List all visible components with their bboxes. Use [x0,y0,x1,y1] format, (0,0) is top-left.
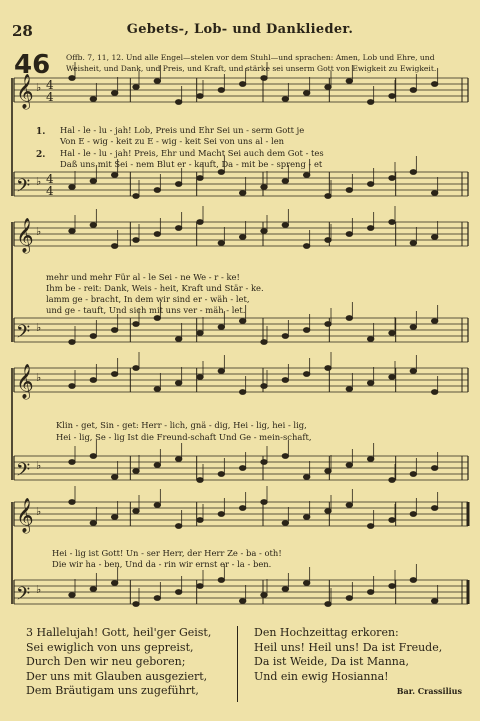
stanza-line: Den Hochzeittag erkoren: [254,626,399,639]
section-title: Gebets-, Lob- und Danklieder. [126,22,354,37]
note-head [197,518,203,523]
note-head [410,512,416,517]
flat-icon: ♭ [36,175,42,188]
note-head [431,82,437,87]
lyric-line: Von E - wig - keit zu E - wig - keit Sei von uns al - len [60,136,285,146]
note-head [431,191,437,196]
note-head [90,454,96,459]
note-head [90,223,96,228]
stanza-divider [237,626,238,702]
note-head [410,578,416,583]
note-head [325,509,331,514]
flat-icon: ♭ [36,371,42,384]
note-head [325,194,331,199]
note-head [90,587,96,592]
note-head [431,235,437,240]
stanza-3-right [254,626,442,684]
note-head [410,325,416,330]
stanza-line: Dem Bräutigam uns zugeführt, [26,684,199,698]
note-head [133,469,139,474]
stanza-line: Und ein ewig Hosianna! [254,669,389,683]
note-head [154,188,160,193]
note-head [90,97,96,102]
note-head [175,100,181,105]
note-head [133,85,139,90]
note-head [133,194,139,199]
bass-clef-icon: 𝄢 [16,584,31,609]
note-head [303,475,309,480]
note-head [111,328,117,333]
note-head [154,387,160,392]
time-signature: 4 [46,78,54,92]
treble-clef-icon: 𝄞 [16,218,34,253]
note-head [282,454,288,459]
note-head [303,91,309,96]
note-head [261,76,267,81]
flat-icon: ♭ [36,225,42,238]
note-head [111,91,117,96]
time-signature: 4 [46,184,54,198]
note-head [346,596,352,601]
scripture-line: Offb. 7, 11, 12. Und alle Engel—stelen vor dem Stuhl—und sprachen: Amen, Lob und Ehre, und [66,53,435,62]
note-head [111,173,117,178]
lyric-line: lamm ge - bracht, In dem wir sind er - wäh - let, [46,294,250,304]
note-head [325,469,331,474]
note-head [175,524,181,529]
note-head [367,457,373,462]
note-head [197,478,203,483]
note-head [410,241,416,246]
stanza-line: 3 Hallelujah! Gott, heil'ger Geist, [26,626,212,639]
lyric-line: Hei - lig ist Gott! Un - ser Herr, der Herr Ze - ba - oth! [52,548,282,558]
note-head [239,319,245,324]
time-signature: 4 [46,172,54,186]
note-head [69,593,75,598]
note-head [389,518,395,523]
note-head [133,509,139,514]
stanza-line: Der uns mit Glauben ausgeziert, [26,669,208,683]
note-head [154,316,160,321]
note-head [239,390,245,395]
page-number: 28 [12,22,33,40]
note-head [282,378,288,383]
note-head [367,337,373,342]
stanza-line: Da ist Weide, Da ist Manna, [254,655,409,669]
note-head [303,581,309,586]
note-head [69,340,75,345]
note-head [175,337,181,342]
note-head [197,331,203,336]
note-head [346,232,352,237]
lyric-line: Ihm be - reit: Dank, Weis - heit, Kraft und Stär - ke. [46,283,264,293]
note-head [261,229,267,234]
note-head [389,375,395,380]
note-head [197,176,203,181]
lyric-line: Klin - get, Sin - get: Herr - lich, gnä - dig, Hei - lig, hei - lig, [56,420,307,430]
note-head [154,232,160,237]
note-head [239,235,245,240]
time-signature: 4 [46,90,54,104]
note-head [175,182,181,187]
treble-clef-icon: 𝄞 [16,498,34,533]
note-head [431,506,437,511]
note-head [218,88,224,93]
note-head [282,587,288,592]
note-head [346,79,352,84]
note-head [175,381,181,386]
stanza-3-left [26,626,211,699]
note-head [431,319,437,324]
note-head [261,384,267,389]
note-head [261,340,267,345]
lyric-line: Hal - le - lu - jah! Lob, Preis und Ehr Sei un - serm Gott je [60,125,305,135]
note-head [175,457,181,462]
note-head [218,512,224,517]
note-head [69,229,75,234]
note-head [389,220,395,225]
note-head [431,390,437,395]
note-head [325,85,331,90]
flat-icon: ♭ [36,505,42,518]
note-head [218,578,224,583]
note-head [261,500,267,505]
note-head [410,88,416,93]
flat-icon: ♭ [36,583,42,596]
note-head [154,79,160,84]
flat-icon: ♭ [36,459,42,472]
note-head [175,590,181,595]
note-head [282,179,288,184]
note-head [69,384,75,389]
note-head [367,590,373,595]
note-head [325,238,331,243]
note-head [282,97,288,102]
note-head [367,226,373,231]
note-head [346,188,352,193]
note-head [303,515,309,520]
note-head [197,375,203,380]
note-head [367,524,373,529]
note-head [303,244,309,249]
note-head [111,244,117,249]
note-head [410,170,416,175]
note-head [69,460,75,465]
note-head [154,596,160,601]
note-head [133,366,139,371]
note-head [431,599,437,604]
note-head [282,334,288,339]
note-head [239,466,245,471]
attribution: Bar. Crassilius [396,686,462,696]
note-head [69,500,75,505]
bass-clef-icon: 𝄢 [16,460,31,485]
note-head [303,173,309,178]
note-head [367,182,373,187]
note-head [90,521,96,526]
note-head [239,506,245,511]
note-head [218,369,224,374]
note-head [261,593,267,598]
note-head [69,185,75,190]
note-head [389,176,395,181]
note-head [410,472,416,477]
stanza-line: Sei ewiglich von uns gepreist, [26,640,194,654]
note-head [111,515,117,520]
note-head [197,584,203,589]
note-head [389,94,395,99]
treble-clef-icon: 𝄞 [16,364,34,399]
note-head [303,328,309,333]
note-head [239,599,245,604]
note-head [197,220,203,225]
note-head [282,223,288,228]
note-head [197,94,203,99]
note-head [431,466,437,471]
treble-clef-icon: 𝄞 [16,74,34,109]
lyric-line: Daß uns mit Sei - nem Blut er - kauft, Da - mit be - spreng - et [60,159,323,169]
note-head [389,478,395,483]
lyric-line: Die wir ha - ben, Und da - rin wir ernst er - la - ben. [52,559,272,569]
scripture-line: Weisheit, und Dank, und Preis, und Kraft, und stärke sei unserm Gott von Ewigkeit zu Ewigkeit. [66,64,437,73]
note-head [261,460,267,465]
note-head [239,82,245,87]
note-head [111,475,117,480]
note-head [239,191,245,196]
note-head [154,503,160,508]
note-head [218,472,224,477]
note-head [389,584,395,589]
flat-icon: ♭ [36,81,42,94]
note-head [410,369,416,374]
note-head [133,322,139,327]
note-head [367,381,373,386]
verse-number: 2. [36,150,46,160]
note-head [367,100,373,105]
note-head [218,170,224,175]
lyric-line: Hei - lig, Se - lig Ist die Freund-schaft Und Ge - mein-schaft, [56,432,312,442]
note-head [90,378,96,383]
note-head [133,602,139,607]
note-head [325,322,331,327]
note-head [111,372,117,377]
lyric-line: Hal - le - lu - jah! Preis, Ehr und Macht Sei auch dem Got - tes [60,148,324,158]
note-head [325,366,331,371]
note-head [346,463,352,468]
note-head [303,372,309,377]
note-head [218,241,224,246]
note-head [389,331,395,336]
note-head [154,463,160,468]
note-head [346,387,352,392]
note-head [346,503,352,508]
stanza-line: Heil uns! Heil uns! Da ist Freude, [254,640,443,654]
verse-number: 1. [36,127,46,137]
note-head [69,76,75,81]
stanza-line: Durch Den wir neu geboren; [26,655,186,669]
note-head [261,185,267,190]
bass-clef-icon: 𝄢 [16,176,31,201]
note-head [346,316,352,321]
bass-clef-icon: 𝄢 [16,322,31,347]
note-head [218,325,224,330]
flat-icon: ♭ [36,321,42,334]
note-head [90,334,96,339]
note-head [175,226,181,231]
note-head [133,238,139,243]
lyric-line: und ge - tauft, Und sich mit uns ver - mäh - let. [46,305,246,315]
hymn-number: 46 [14,50,51,80]
note-head [111,581,117,586]
note-head [325,602,331,607]
lyric-line: mehr und mehr Für al - le Sei - ne We - r - ke! [46,272,240,282]
note-head [282,521,288,526]
note-head [90,179,96,184]
